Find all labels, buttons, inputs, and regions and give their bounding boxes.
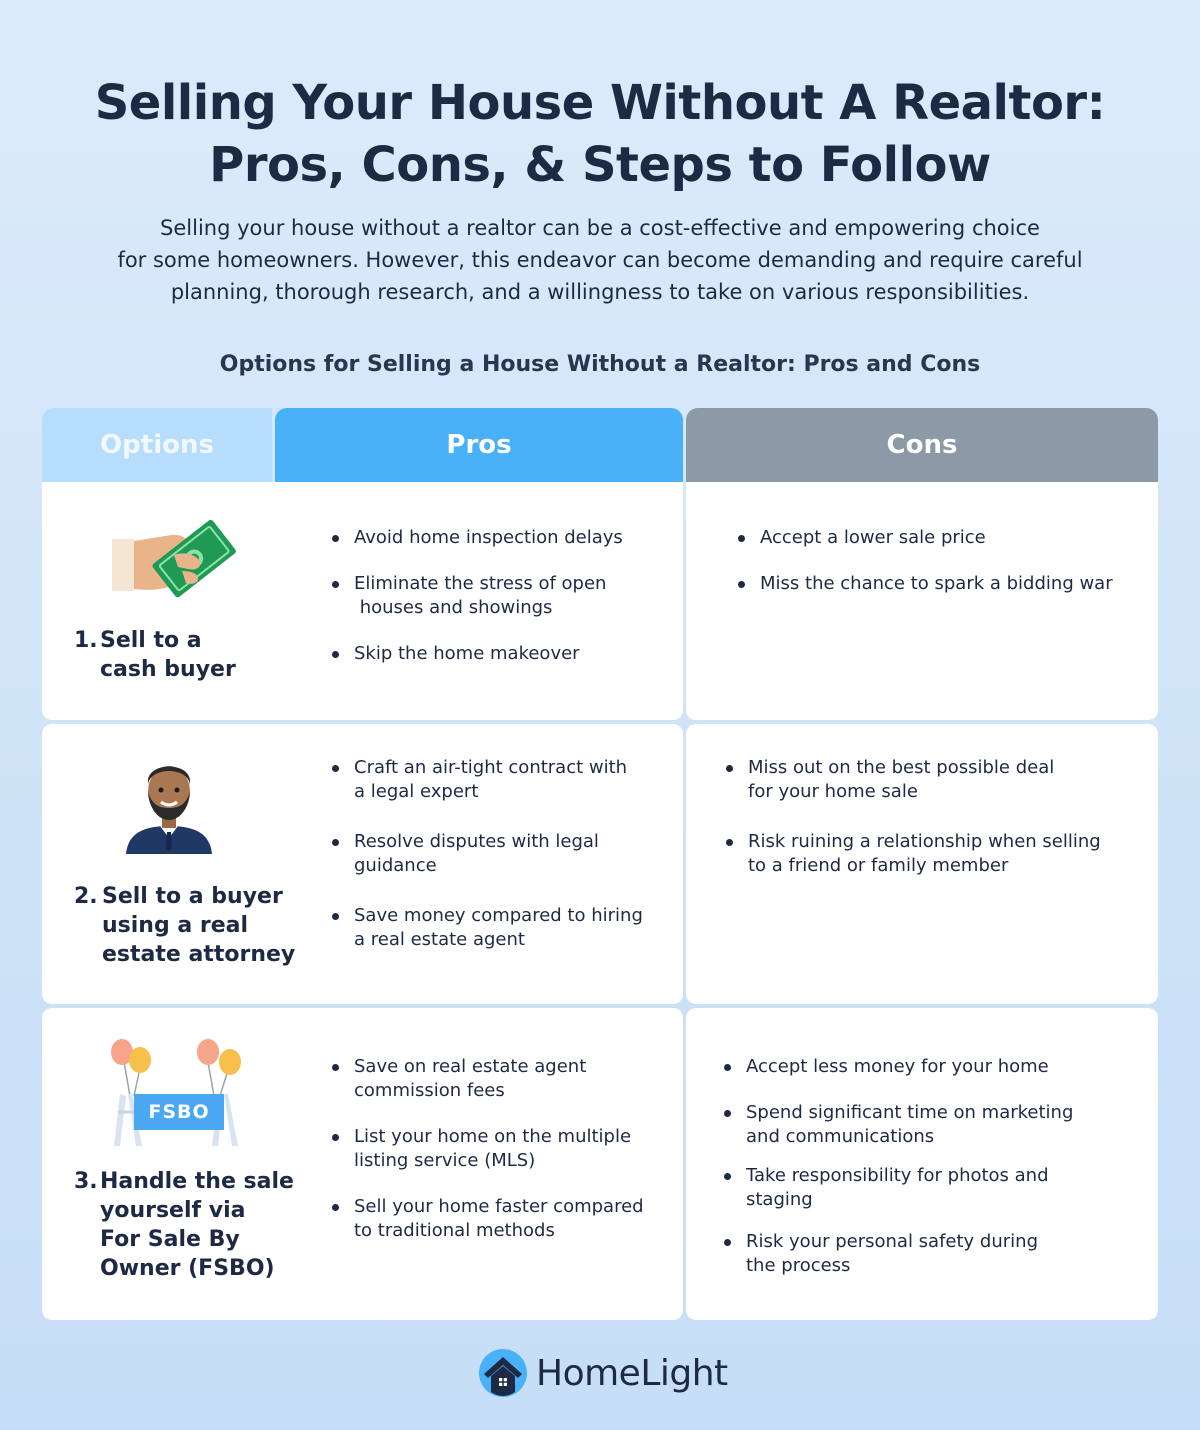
pro-text: List your home on the multiple [354,1126,632,1147]
list-item [724,1164,1149,1212]
list-item [332,830,672,878]
intro-paragraph [80,212,1120,308]
pro-text-cont: houses and showings [354,597,553,618]
fsbo-sign-icon [104,1038,244,1148]
pro-text: Skip the home makeover [354,643,580,664]
list-item [332,756,672,804]
list-item [724,1101,1149,1149]
con-text-cont: and communications [746,1126,935,1147]
cash-hand-icon [112,515,236,605]
fsbo-sign-text: FSBO [148,1101,210,1123]
con-text: Risk your personal safety during [746,1231,1038,1252]
option-2-label-line-1: Sell to a buyer [102,884,283,909]
list-item [724,1230,1149,1278]
pro-text: Craft an air-tight contract with [354,757,628,778]
option-3-label-line-4: Owner (FSBO) [100,1256,275,1281]
list-item [332,1055,672,1103]
option-2-number: 2. [74,884,98,909]
homelight-logo [478,1348,728,1398]
option-2-label-line-3: estate attorney [102,942,296,967]
attorney-person-icon [124,756,214,856]
homelight-brand-name: HomeLight [536,1352,728,1394]
row-1-pros-list [332,526,672,688]
option-3-label [74,1167,294,1283]
con-text: Accept a lower sale price [760,527,986,548]
homelight-logo-icon [478,1348,528,1398]
row-3-cons-list [724,1055,1149,1300]
list-item [724,1055,1149,1079]
list-item [332,526,672,550]
option-3-number: 3. [74,1169,98,1194]
con-text-cont: staging [746,1189,813,1210]
list-item [726,756,1151,804]
row-1-cons-list [738,526,1148,618]
con-text: Risk ruining a relationship when selling [748,831,1101,852]
option-2-label-line-2: using a real [102,913,249,938]
column-header-options: Options [42,408,272,482]
pro-text-cont: listing service (MLS) [354,1150,536,1171]
option-3-label-line-1: Handle the sale [100,1169,294,1194]
pro-text-cont: a legal expert [354,781,479,802]
con-text: Miss out on the best possible deal [748,757,1055,778]
con-text: Take responsibility for photos and [746,1165,1049,1186]
option-1-label [74,626,236,684]
column-header-cons: Cons [686,408,1158,482]
option-2-label [74,882,295,969]
column-header-pros: Pros [275,408,683,482]
intro-line-2: for some homeowners. However, this endeavor can become demanding and require careful [117,248,1083,272]
con-text: Miss the chance to spark a bidding war [760,573,1113,594]
pro-text: Save on real estate agent [354,1056,587,1077]
option-3-label-line-2: yourself via [100,1198,246,1223]
pro-text-cont: a real estate agent [354,929,525,950]
option-1-label-line-1: Sell to a [100,628,202,653]
list-item [738,572,1148,596]
intro-line-3: planning, thorough research, and a willingness to take on various responsibilities. [170,280,1030,304]
table-subtitle: Options for Selling a House Without a Realtor: Pros and Cons [219,352,981,377]
pro-text-cont: to traditional methods [354,1220,555,1241]
page-title [0,72,1200,196]
balloons-icon [104,1038,244,1148]
option-3-label-line-3: For Sale By [100,1227,240,1252]
list-item [332,904,672,952]
con-text-cont: for your home sale [748,781,918,802]
page-title-line-2: Pros, Cons, & Steps to Follow [209,137,991,193]
con-text: Accept less money for your home [746,1056,1049,1077]
list-item [332,1125,672,1173]
page-title-line-1: Selling Your House Without A Realtor: [94,75,1106,131]
option-1-number: 1. [74,628,98,653]
row-2-pros-list [332,756,672,974]
list-item [738,526,1148,550]
con-text: Spend significant time on marketing [746,1102,1074,1123]
list-item [332,642,672,666]
list-item [332,1195,672,1243]
list-item [332,572,672,620]
pro-text: Avoid home inspection delays [354,527,623,548]
pro-text-cont: guidance [354,855,437,876]
pro-text-cont: commission fees [354,1080,505,1101]
option-1-label-line-2: cash buyer [100,657,236,682]
pro-text: Sell your home faster compared [354,1196,644,1217]
list-item [726,830,1151,878]
row-2-cons-list [726,756,1151,900]
intro-line-1: Selling your house without a realtor can be a cost-effective and empowering choice [160,216,1040,240]
con-text-cont: the process [746,1255,851,1276]
pro-text: Save money compared to hiring [354,905,643,926]
con-text-cont: to a friend or family member [748,855,1009,876]
pro-text: Resolve disputes with legal [354,831,599,852]
pro-text: Eliminate the stress of open [354,573,607,594]
row-3-pros-list [332,1055,672,1265]
